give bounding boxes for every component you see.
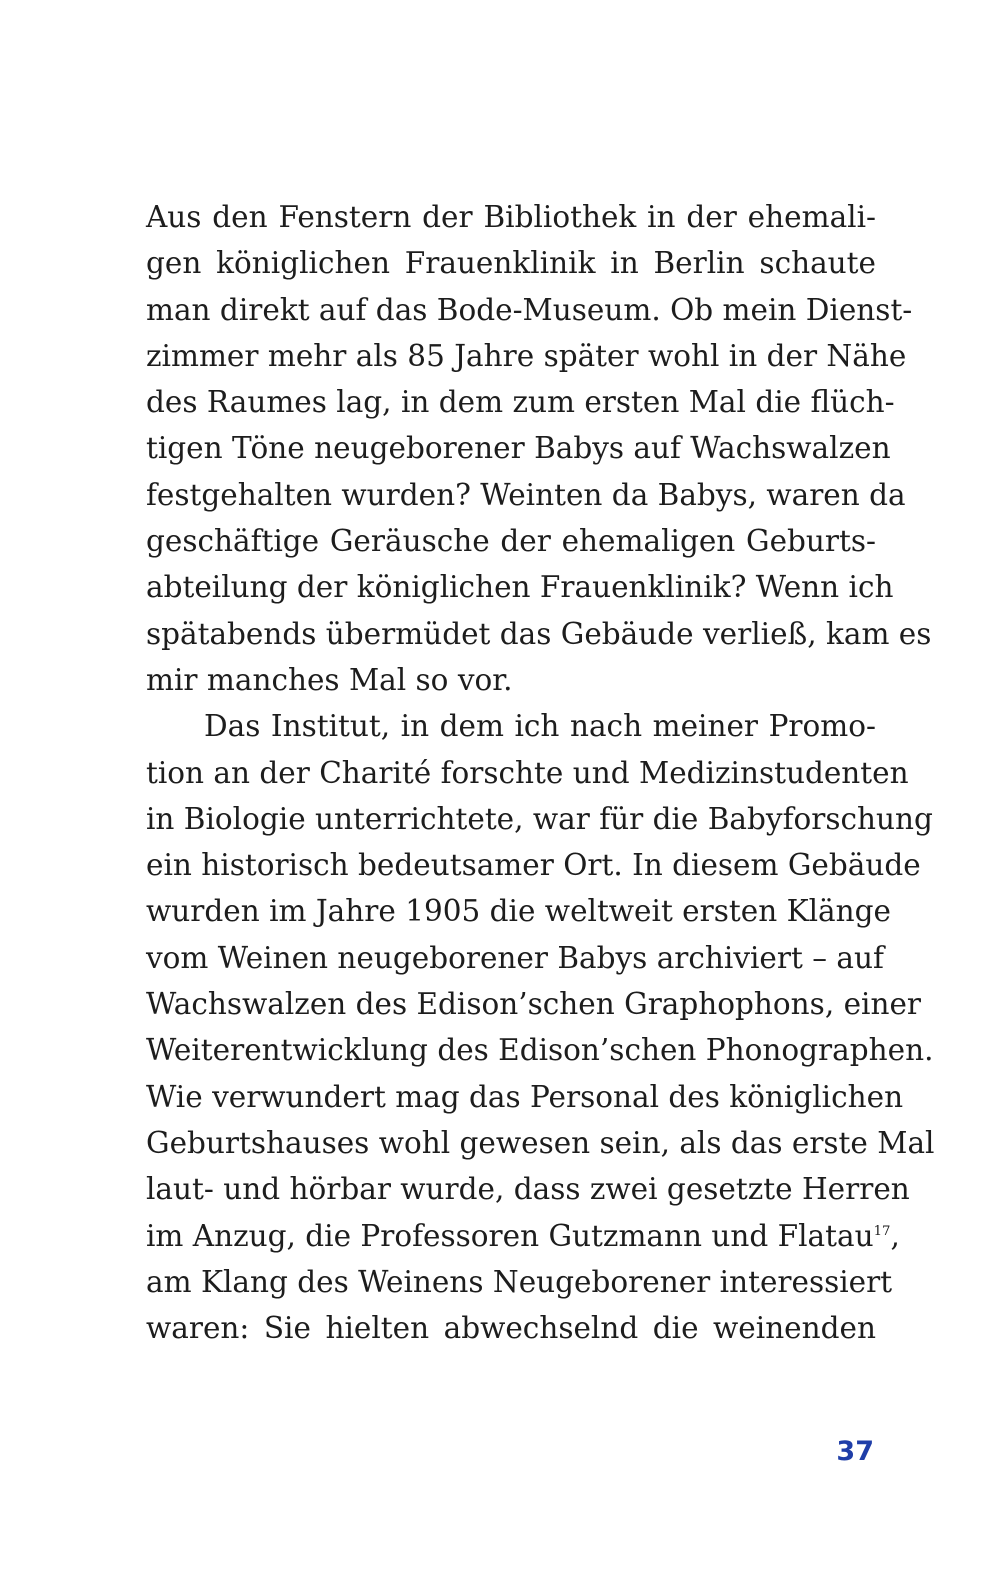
paragraph-1 bbox=[146, 194, 932, 703]
text-line: Wachswalzen des Edison’schen Graphophons, einer bbox=[146, 987, 922, 1022]
text-line-with-footnote bbox=[146, 1213, 900, 1259]
page-number: 37 bbox=[836, 1436, 874, 1467]
footnote-marker[interactable]: 17 bbox=[873, 1223, 891, 1239]
text-line: mir manches Mal so vor. bbox=[146, 662, 513, 697]
text-line: ein historisch bedeutsamer Ort. In diesem Gebäude bbox=[146, 848, 921, 883]
text-line: Aus den Fenstern der Bibliothek in der ehemali- bbox=[146, 200, 876, 234]
text-segment: im Anzug, die Professoren Gutzmann und Flatau bbox=[146, 1218, 874, 1253]
text-line: am Klang des Weinens Neugeborener interessiert bbox=[146, 1264, 893, 1299]
text-line: in Biologie unterrichtete, war für die Babyforschung bbox=[146, 801, 933, 836]
text-line: laut- und hörbar wurde, dass zwei gesetzte Herren bbox=[146, 1172, 910, 1207]
text-line: vom Weinen neugeborener Babys archiviert – auf bbox=[146, 940, 884, 975]
text-line: tigen Töne neugeborener Babys auf Wachswalzen bbox=[146, 431, 891, 466]
body-text bbox=[146, 194, 935, 1351]
text-line: des Raumes lag, in dem zum ersten Mal die flüch- bbox=[146, 385, 895, 420]
text-line: zimmer mehr als 85 Jahre später wohl in der Nähe bbox=[146, 338, 907, 373]
text-line: wurden im Jahre 1905 die weltweit ersten Klänge bbox=[146, 894, 891, 929]
text-line: spätabends übermüdet das Gebäude verließ, kam es bbox=[146, 616, 932, 651]
text-line: abteilung der königlichen Frauenklinik? Wenn ich bbox=[146, 570, 894, 605]
text-segment: , bbox=[890, 1218, 900, 1253]
text-line: geschäftige Geräusche der ehemaligen Geburts- bbox=[146, 524, 876, 559]
text-line: tion an der Charité forschte und Medizinstudenten bbox=[146, 755, 909, 790]
text-line: gen königlichen Frauenklinik in Berlin schaute bbox=[146, 246, 876, 281]
text-line: waren: Sie hielten abwechselnd die weinenden bbox=[146, 1311, 876, 1346]
text-line: man direkt auf das Bode-Museum. Ob mein Dienst- bbox=[146, 292, 913, 327]
text-line: festgehalten wurden? Weinten da Babys, waren da bbox=[146, 477, 906, 512]
text-line: Das Institut, in dem ich nach meiner Promo- bbox=[204, 709, 876, 744]
paragraph-2 bbox=[146, 703, 935, 1351]
text-line: Wie verwundert mag das Personal des königlichen bbox=[146, 1079, 904, 1114]
text-line: Weiterentwicklung des Edison’schen Phonographen. bbox=[146, 1033, 934, 1068]
text-line: Geburtshauses wohl gewesen sein, als das erste Mal bbox=[146, 1125, 935, 1160]
